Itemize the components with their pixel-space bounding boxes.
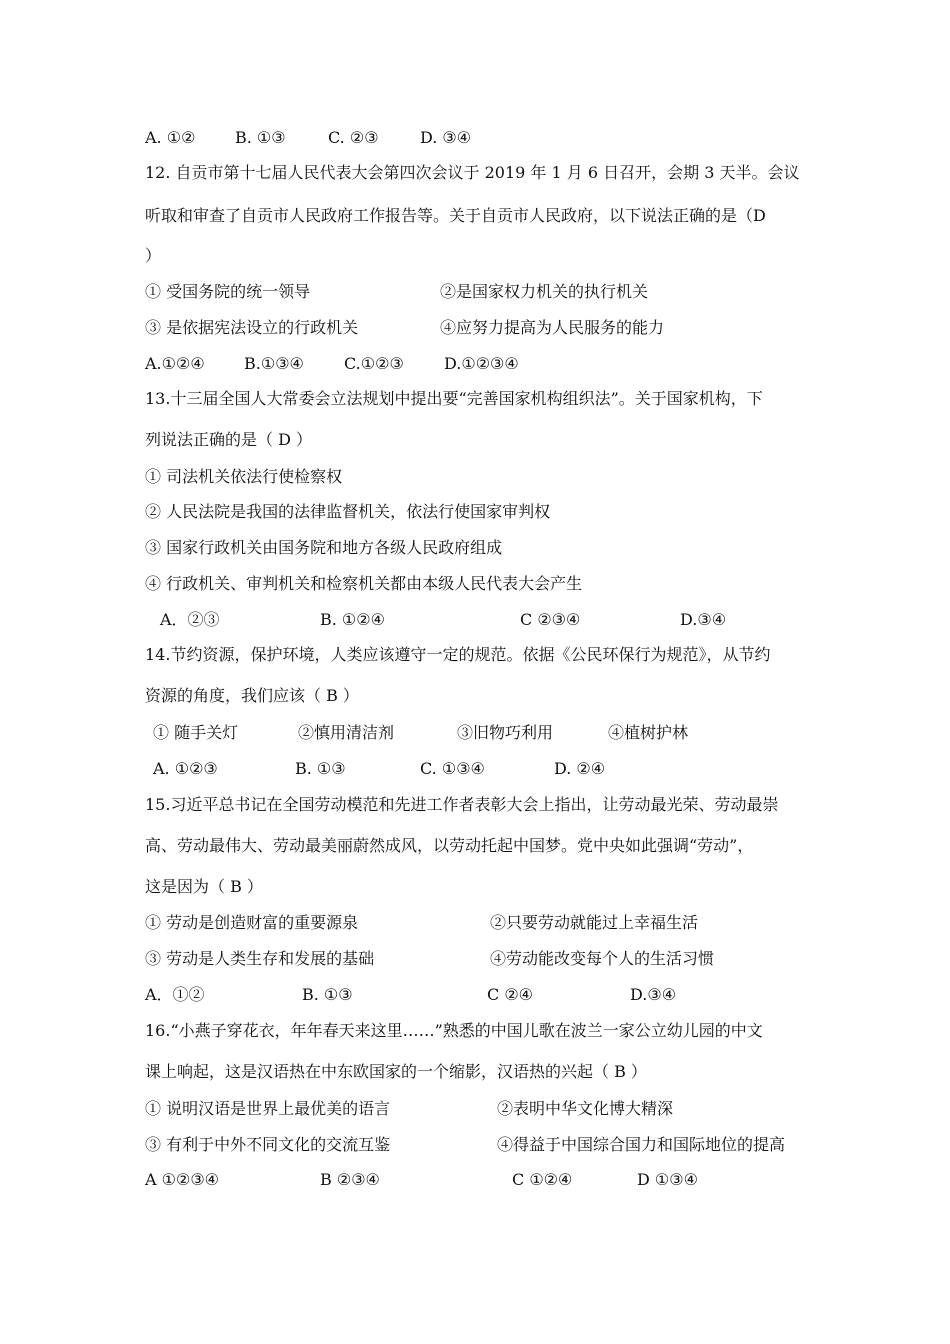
statement-3: ③ 国家行政机关由国务院和地方各级人民政府组成 [145, 538, 503, 557]
option-b: B.①③④ [244, 354, 304, 373]
statement-1: ① 随手关灯 [153, 723, 239, 742]
option-a: A.①②④ [145, 354, 205, 373]
statement-2: ②只要劳动就能过上幸福生活 [490, 913, 699, 932]
statement-4: ④劳动能改变每个人的生活习惯 [490, 949, 715, 968]
option-a: A．②③ [160, 610, 220, 629]
statement-3: ③旧物巧利用 [457, 723, 554, 742]
option-d: D.①②③④ [444, 354, 519, 373]
option-d: D ①③④ [637, 1170, 698, 1189]
statement-4: ④植树护林 [608, 723, 689, 742]
option-b: B ②③④ [320, 1170, 380, 1189]
statement-3: ③ 有利于中外不同文化的交流互鉴 [145, 1135, 391, 1154]
statement-4: ④得益于中国综合国力和国际地位的提高 [497, 1135, 786, 1154]
option-b: B. ①③ [295, 759, 346, 778]
question-stem-line: 高、劳动最伟大、劳动最美丽蔚然成风，以劳动托起中国梦。党中央如此强调“劳动”， [145, 836, 754, 855]
question-stem-line: 15.习近平总书记在全国劳动模范和先进工作者表彰大会上指出，让劳动最光荣、劳动最崇 [145, 795, 779, 814]
statement-4: ④ 行政机关、审判机关和检察机关都由本级人民代表大会产生 [145, 574, 583, 593]
statement-3: ③ 劳动是人类生存和发展的基础 [145, 949, 375, 968]
statement-4: ④应努力提高为人民服务的能力 [440, 318, 665, 337]
option-b: B. ①②④ [320, 610, 385, 629]
statement-1: ① 劳动是创造财富的重要源泉 [145, 913, 359, 932]
option-c: C ②④ [487, 985, 534, 1004]
question-stem-line: 这是因为（ B ） [145, 877, 263, 896]
question-stem-line: 13.十三届全国人大常委会立法规划中提出要“完善国家机构组织法”。关于国家机构，下 [145, 389, 763, 408]
question-stem-line: 列说法正确的是（ D ） [145, 430, 313, 449]
option-c: C ①②④ [512, 1170, 573, 1189]
question-stem-line: 听取和审查了自贡市人民政府工作报告等。关于自贡市人民政府，以下说法正确的是（D [145, 206, 766, 225]
option-d: D.③④ [630, 985, 677, 1004]
option-c: C.①②③ [344, 354, 404, 373]
question-stem-line: ） [145, 246, 162, 265]
statement-1: ① 司法机关依法行使检察权 [145, 467, 343, 486]
option-d: D. ②④ [554, 759, 606, 778]
question-stem-line: 16.“小燕子穿花衣，年年春天来这里……”熟悉的中国儿歌在波兰一家公立幼儿园的中文 [145, 1021, 763, 1040]
statement-2: ②慎用清洁剂 [298, 723, 395, 742]
option-c: C ②③④ [520, 610, 581, 629]
question-stem-line: 资源的角度，我们应该（ B ） [145, 686, 359, 705]
question-stem-line: 课上响起，这是汉语热在中东欧国家的一个缩影，汉语热的兴起（ B ） [145, 1062, 647, 1081]
statement-2: ② 人民法院是我国的法律监督机关，依法行使国家审判权 [145, 502, 551, 521]
option-c: C. ②③ [328, 128, 379, 147]
statement-2: ②表明中华文化博大精深 [497, 1099, 674, 1118]
option-b: B. ①③ [235, 128, 286, 147]
option-c: C. ①③④ [420, 759, 485, 778]
statement-3: ③ 是依据宪法设立的行政机关 [145, 318, 359, 337]
option-d: D. ③④ [420, 128, 472, 147]
question-stem-line: 14.节约资源，保护环境，人类应该遵守一定的规范。依据《公民环保行为规范》，从节约 [145, 645, 771, 664]
option-b: B. ①③ [302, 985, 353, 1004]
option-a: A．①② [145, 985, 205, 1004]
option-d: D.③④ [680, 610, 727, 629]
option-a: A. ①② [145, 128, 196, 147]
option-a: A ①②③④ [145, 1170, 220, 1189]
option-a: A. ①②③ [153, 759, 218, 778]
statement-2: ②是国家权力机关的执行机关 [440, 282, 649, 301]
statement-1: ① 受国务院的统一领导 [145, 282, 311, 301]
statement-1: ① 说明汉语是世界上最优美的语言 [145, 1099, 391, 1118]
question-stem-line: 12. 自贡市第十七届人民代表大会第四次会议于 2019 年 1 月 6 日召开，会期 3 天半。会议 [145, 163, 800, 182]
